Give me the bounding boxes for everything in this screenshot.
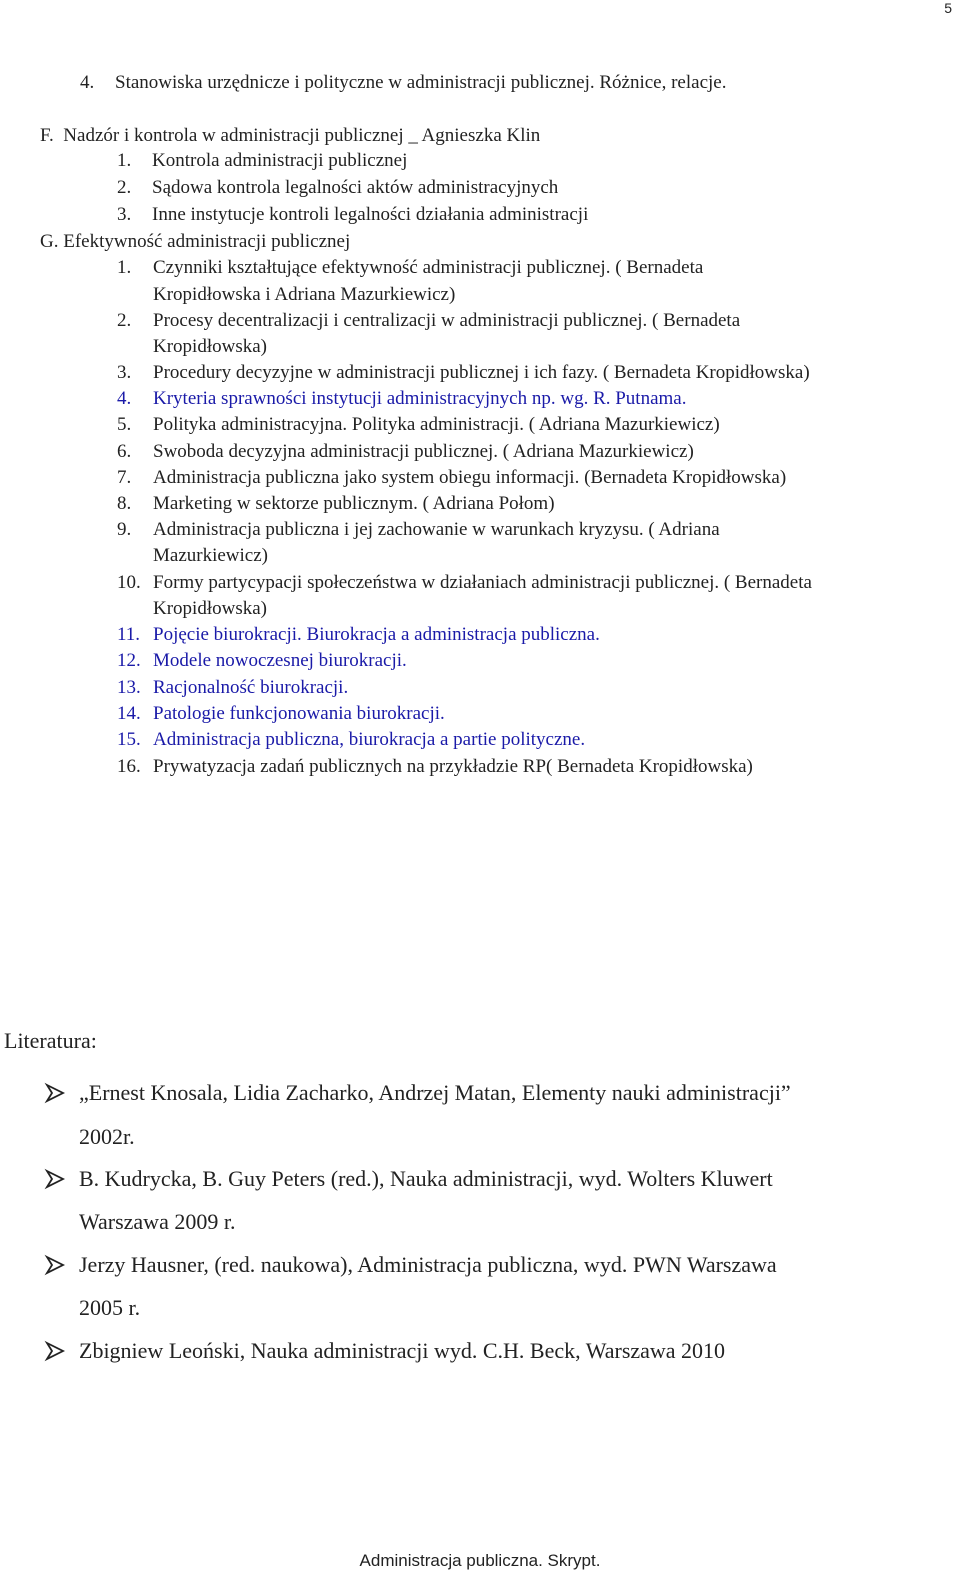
list-item xyxy=(117,360,810,386)
item-number: 1. xyxy=(117,150,132,171)
item-number: 3. xyxy=(117,204,132,225)
item-text-line: Prywatyzacja zadań publicznych na przykładzie RP( Bernadeta Kropidłowska) xyxy=(153,756,753,777)
item-text: Stanowiska urzędnicze i polityczne w administracji publicznej. Różnice, relacje. xyxy=(115,72,727,93)
item-number: 10. xyxy=(117,572,141,593)
item-text-line: Czynniki kształtujące efektywność administracji publicznej. ( Bernadeta xyxy=(153,257,704,278)
arrowhead-bullet-icon xyxy=(44,1254,66,1276)
item-text: Inne instytucje kontroli legalności działania administracji xyxy=(152,204,589,225)
section-g-heading: G. Efektywność administracji publicznej xyxy=(40,231,351,252)
list-item xyxy=(117,517,720,543)
item-number: 2. xyxy=(117,310,132,331)
item-number: 5. xyxy=(117,414,132,435)
item-text-line: Administracja publiczna, biurokracja a partie polityczne. xyxy=(153,729,586,750)
literature-item-line: B. Kudrycka, B. Guy Peters (red.), Nauka administracji, wyd. Wolters Kluwert xyxy=(79,1166,773,1191)
item-number: 7. xyxy=(117,467,132,488)
list-item xyxy=(117,754,753,780)
item-text-line: Racjonalność biurokracji. xyxy=(153,677,349,698)
item-text-line: Administracja publiczna i jej zachowanie w warunkach kryzysu. ( Adriana xyxy=(153,519,720,540)
list-item xyxy=(117,648,407,674)
item-text-line: Formy partycypacji społeczeństwa w działaniach administracji publicznej. ( Bernadeta xyxy=(153,572,812,593)
item-text-line: Marketing w sektorze publicznym. ( Adriana Połom) xyxy=(153,493,555,514)
item-text-line: Swoboda decyzyjna administracji publicznej. ( Adriana Mazurkiewicz) xyxy=(153,441,694,462)
list-item xyxy=(117,675,349,701)
item-number: 16. xyxy=(117,756,141,777)
literature-item-line: Zbigniew Leoński, Nauka administracji wyd. C.H. Beck, Warszawa 2010 xyxy=(79,1338,726,1363)
literature-item-line: Warszawa 2009 r. xyxy=(79,1209,236,1234)
item-text-line: Modele nowoczesnej biurokracji. xyxy=(153,650,407,671)
item-number: 13. xyxy=(117,677,141,698)
literature-item-line: „Ernest Knosala, Lidia Zacharko, Andrzej Matan, Elementy nauki administracji” xyxy=(79,1080,791,1105)
list-item xyxy=(117,465,787,491)
arrowhead-bullet-icon xyxy=(44,1340,66,1362)
item-number: 15. xyxy=(117,729,141,750)
item-number: 12. xyxy=(117,650,141,671)
list-item xyxy=(117,386,687,412)
item-text: Kontrola administracji publicznej xyxy=(152,150,408,171)
list-item xyxy=(117,570,812,596)
item-text-line: Mazurkiewicz) xyxy=(153,545,268,566)
item-number: 9. xyxy=(117,519,132,540)
item-text-line: Kropidłowska i Adriana Mazurkiewicz) xyxy=(153,284,456,305)
list-item xyxy=(117,255,704,281)
list-item xyxy=(117,412,720,438)
literature-item-line: 2002r. xyxy=(79,1124,135,1149)
arrowhead-bullet-icon xyxy=(44,1168,66,1190)
list-item xyxy=(117,622,600,648)
item-number: 2. xyxy=(117,177,132,198)
item-number: 14. xyxy=(117,703,141,724)
item-number: 1. xyxy=(117,257,132,278)
item-text-line: Administracja publiczna jako system obiegu informacji. (Bernadeta Kropidłowska) xyxy=(153,467,787,488)
item-text-line: Patologie funkcjonowania biurokracji. xyxy=(153,703,445,724)
item-number: 11. xyxy=(117,624,141,645)
arrowhead-bullet-icon xyxy=(44,1082,66,1104)
item-text-line: Procesy decentralizacji i centralizacji w administracji publicznej. ( Bernadeta xyxy=(153,310,741,331)
list-item xyxy=(117,727,586,753)
item-text-line: Pojęcie biurokracji. Biurokracja a administracja publiczna. xyxy=(153,624,600,645)
item-number: 4. xyxy=(80,72,95,93)
item-number: 6. xyxy=(117,441,132,462)
item-text-line: Procedury decyzyjne w administracji publicznej i ich fazy. ( Bernadeta Kropidłowska) xyxy=(153,362,810,383)
literature-title: Literatura: xyxy=(4,1028,97,1053)
item-text-line: Kropidłowska) xyxy=(153,598,267,619)
list-item xyxy=(117,308,741,334)
literature-item-line: 2005 r. xyxy=(79,1295,141,1320)
section-f-heading: F. Nadzór i kontrola w administracji publicznej _ Agnieszka Klin xyxy=(40,125,541,146)
item-number: 4. xyxy=(117,388,132,409)
item-text: Sądowa kontrola legalności aktów administracyjnych xyxy=(152,177,559,198)
page-number: 5 xyxy=(944,0,952,16)
page-footer: Administracja publiczna. Skrypt. xyxy=(359,1551,601,1570)
list-item xyxy=(117,439,694,465)
item-text-line: Kryteria sprawności instytucji administracyjnych np. wg. R. Putnama. xyxy=(153,388,687,409)
literature-item-line: Jerzy Hausner, (red. naukowa), Administracja publiczna, wyd. PWN Warszawa xyxy=(79,1252,777,1277)
item-number: 3. xyxy=(117,362,132,383)
item-number: 8. xyxy=(117,493,132,514)
item-text-line: Polityka administracyjna. Polityka administracji. ( Adriana Mazurkiewicz) xyxy=(153,414,720,435)
list-item xyxy=(117,491,555,517)
item-text-line: Kropidłowska) xyxy=(153,336,267,357)
list-item xyxy=(117,701,445,727)
